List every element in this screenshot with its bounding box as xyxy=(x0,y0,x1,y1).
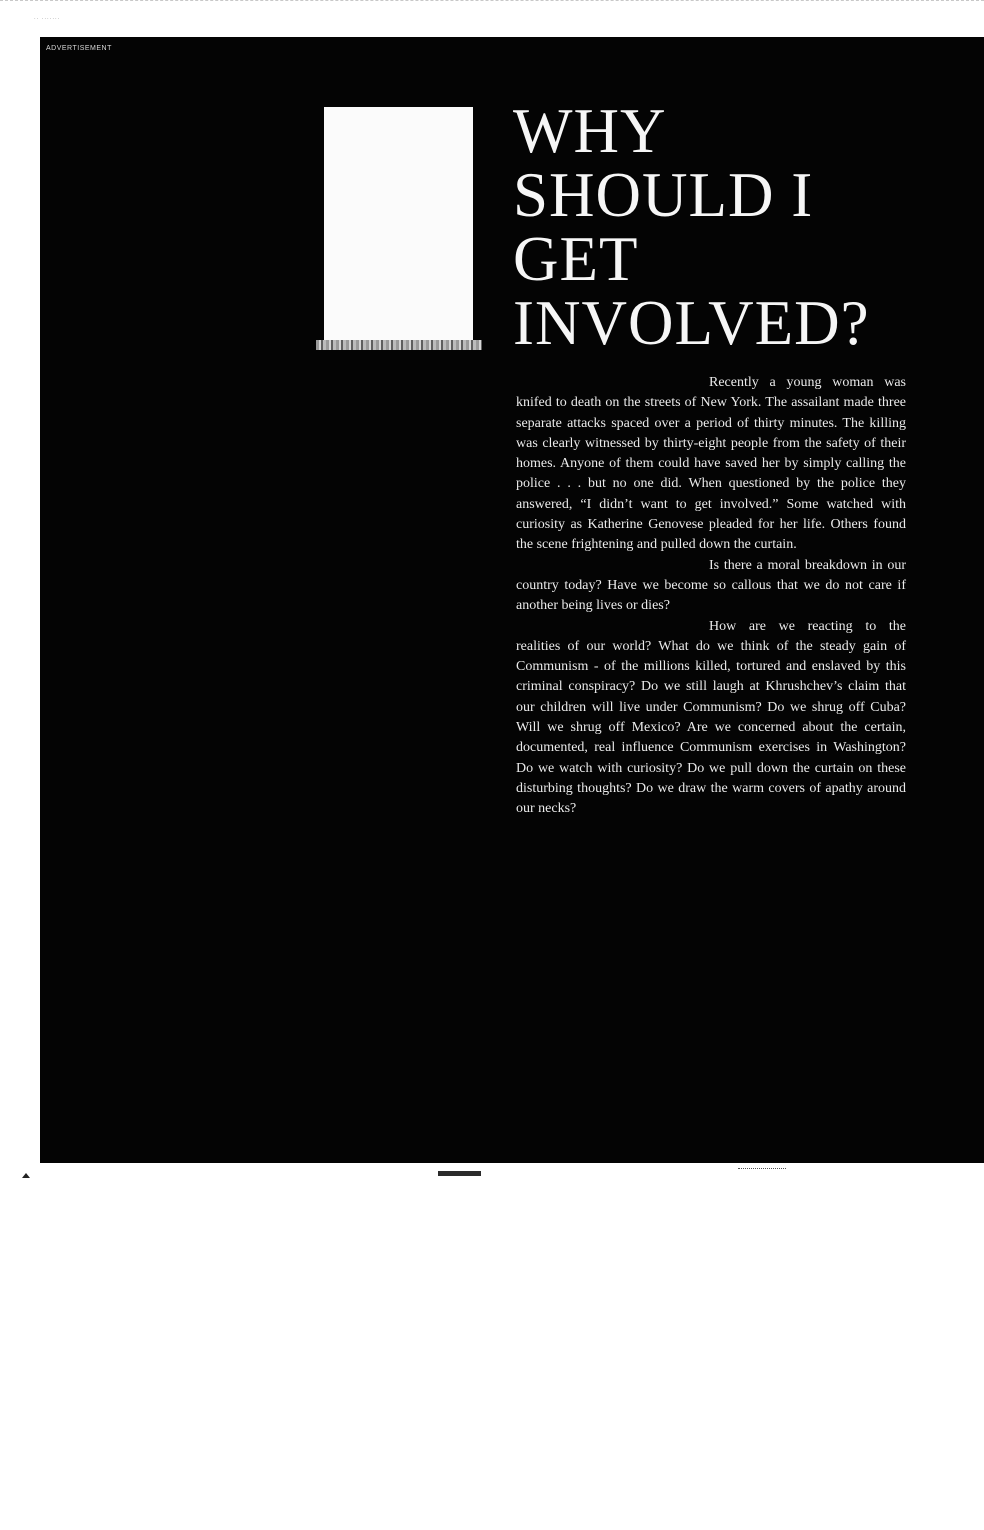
paragraph-communism-questions: How are we reacting to the realities of our world? What do we think of the steady gain of Communism - of the millions killed, tortured and enslaved by this criminal conspiracy? Do we still laugh at Khrushchev’s claim that our children will live under Communism? Do we shrug off Cuba? Will we shrug off Mexico? Are we concerned about the certain, documented, real influence Communism exercises in Washington? Do we watch with curiosity? Do we pull down the curtain on these disturbing thoughts? Do we draw the warm covers of apathy around our necks? xyxy=(516,618,906,817)
window-sill-illustration xyxy=(316,340,482,350)
lit-window-illustration xyxy=(324,107,473,340)
corner-triangle-icon xyxy=(22,1173,30,1178)
print-mark-right xyxy=(738,1168,786,1173)
headline-line-1: WHY xyxy=(513,96,667,166)
headline-line-2: SHOULD I xyxy=(513,160,814,230)
advertisement-label: ADVERTISEMENT xyxy=(46,45,112,52)
headline-line-4: INVOLVED? xyxy=(513,288,870,358)
headline xyxy=(513,96,953,358)
headline-line-3: GET xyxy=(513,224,639,294)
body-copy xyxy=(516,373,906,820)
paragraph-moral-breakdown: Is there a moral breakdown in our country today? Have we become so callous that we do not care if another being lives or dies? xyxy=(516,557,906,614)
paragraph-genovese-story: Recently a young woman was knifed to death on the streets of New York. The assailant made three separate attacks spaced over a period of thirty minutes. The killing was clearly witnessed by thirty-eight people from the safety of their homes. Anyone of them could have saved her by simply calling the police . . . but no one did. When questioned by the police they answered, “I didn’t want to get involved.” Some watched with curiosity as Katherine Genovese pleaded for her life. Others found the scene frightening and pulled down the curtain. xyxy=(516,375,906,553)
print-mark-left xyxy=(438,1171,481,1176)
running-header: ·· ······· xyxy=(34,16,61,22)
page-top-rule xyxy=(0,0,984,1)
